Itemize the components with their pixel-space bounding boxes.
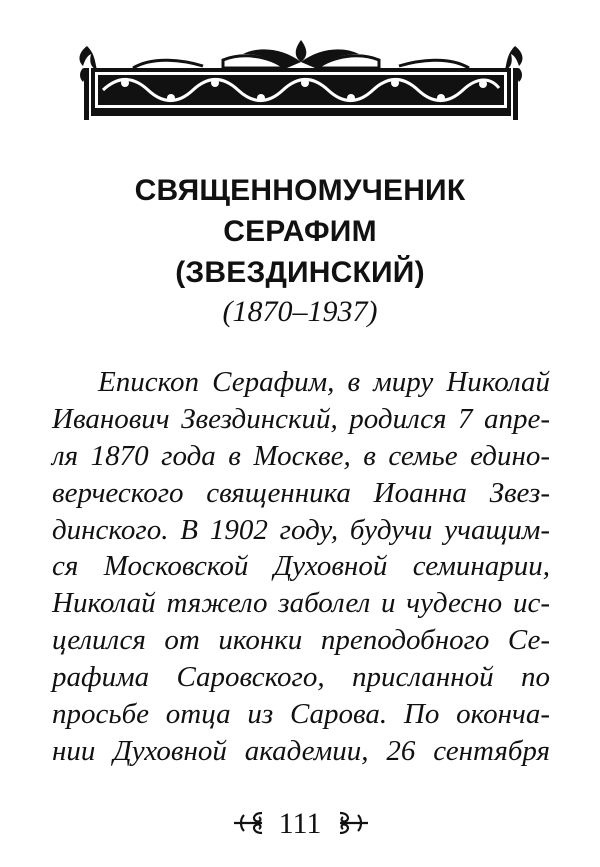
body-line: рафима Саровского, присланной по — [52, 661, 550, 694]
scroll-ornament-right-icon — [336, 809, 370, 837]
life-dates: (1870–1937) — [222, 295, 378, 328]
body-line: ся Московской Духовной семинарии, — [52, 550, 550, 583]
body-line: целился от иконки преподобного Се- — [52, 624, 550, 657]
body-line: Николай тяжело заболел и чудесно ис- — [52, 587, 550, 620]
title-line-3: (ЗВЕЗДИНСКИЙ) — [175, 256, 425, 289]
body-line: Епископ Серафим, в миру Николай — [98, 366, 550, 398]
body-line: ля 1870 года в Москве, в семье едино- — [52, 439, 550, 472]
body-line: нии Духовной академии, 26 сентября — [52, 734, 550, 767]
page-number: 111 — [278, 807, 322, 840]
body-line: динского. В 1902 году, будучи учащим- — [52, 513, 550, 546]
body-line: Иванович Звездинский, родился 7 апре- — [52, 402, 550, 435]
chapter-title — [0, 170, 600, 293]
body-line: верческого священника Иоанна Звез- — [52, 476, 550, 509]
title-line-1: СВЯЩЕННОМУЧЕНИК — [134, 174, 466, 207]
page-footer — [0, 799, 600, 849]
decorative-floral-frieze-icon — [73, 38, 529, 120]
scroll-ornament-left-icon — [232, 809, 266, 837]
body-paragraph — [52, 364, 550, 770]
title-line-2: СЕРАФИМ — [223, 215, 377, 248]
body-line: просьбе отца из Сарова. По оконча- — [52, 698, 550, 731]
